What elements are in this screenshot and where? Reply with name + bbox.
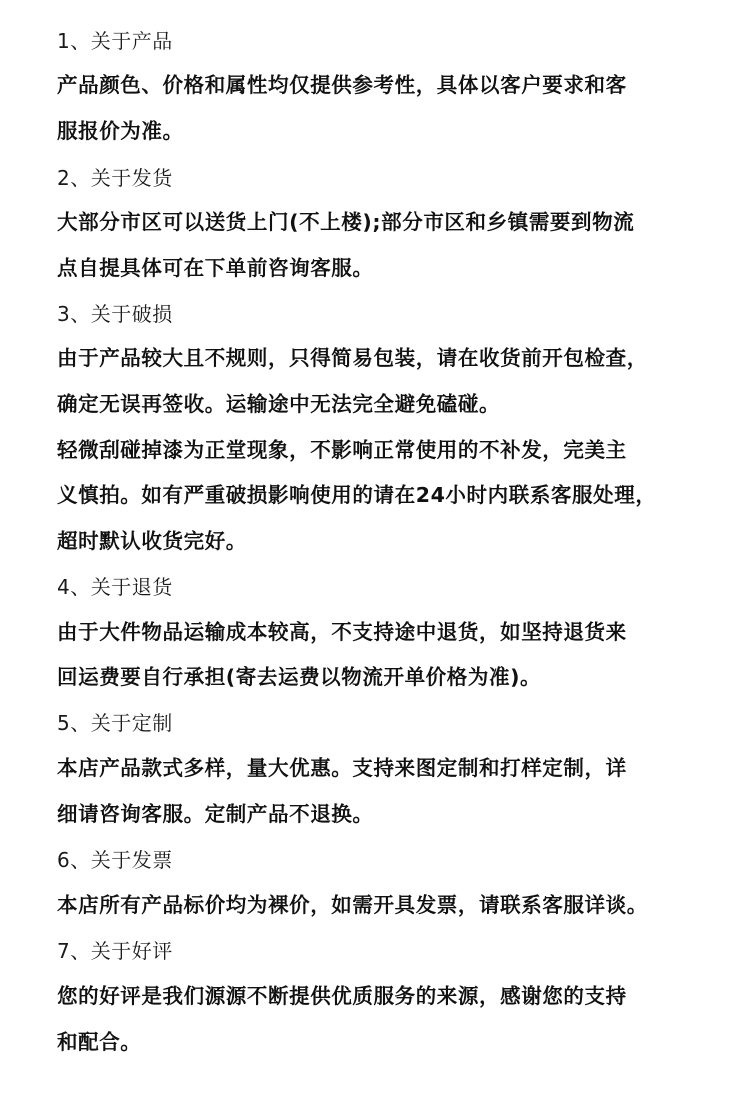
section-text-line: 轻微刮碰掉漆为正堂现象，不影响正常使用的不补发，完美主 <box>57 438 627 462</box>
section-text-line: 产品颜色、价格和属性均仅提供参考性，具体以客户要求和客 <box>57 73 627 97</box>
section-text-line: 回运费要自行承担(寄去运费以物流开单价格为准)。 <box>57 665 542 689</box>
section-text-line: 服报价为准。 <box>57 119 184 143</box>
section-text-line: 细请咨询客服。定制产品不退换。 <box>57 802 374 826</box>
section-heading-product: 1、关于产品 <box>57 29 173 53</box>
section-text-line: 您的好评是我们源源不断提供优质服务的来源，感谢您的支持 <box>57 984 627 1008</box>
section-heading-invoice: 6、关于发票 <box>57 848 173 872</box>
section-heading-reviews: 7、关于好评 <box>57 939 173 963</box>
section-text-line: 本店产品款式多样，量大优惠。支持来图定制和打样定制，详 <box>57 756 627 780</box>
section-text-line: 超时默认收货完好。 <box>57 529 247 553</box>
section-heading-returns: 4、关于退货 <box>57 575 173 599</box>
section-heading-damage: 3、关于破损 <box>57 302 173 326</box>
section-text-line: 本店所有产品标价均为裸价，如需开具发票，请联系客服详谈。 <box>57 893 648 917</box>
section-text-line: 和配合。 <box>57 1030 142 1054</box>
section-text-line: 义慎拍。如有严重破损影响使用的请在24小时内联系客服处理， <box>57 483 657 507</box>
section-text-line: 由于产品较大且不规则，只得简易包装，请在收货前开包检查， <box>57 346 648 370</box>
section-heading-shipping: 2、关于发货 <box>57 166 173 190</box>
section-text-line: 确定无误再签收。运输途中无法完全避免磕碰。 <box>57 392 501 416</box>
section-text-line: 点自提具体可在下单前咨询客服。 <box>57 256 374 280</box>
section-text-line: 大部分市区可以送货上门(不上楼);部分市区和乡镇需要到物流 <box>57 210 635 234</box>
section-text-line: 由于大件物品运输成本较高，不支持途中退货，如坚持退货来 <box>57 620 627 644</box>
section-heading-customization: 5、关于定制 <box>57 711 173 735</box>
